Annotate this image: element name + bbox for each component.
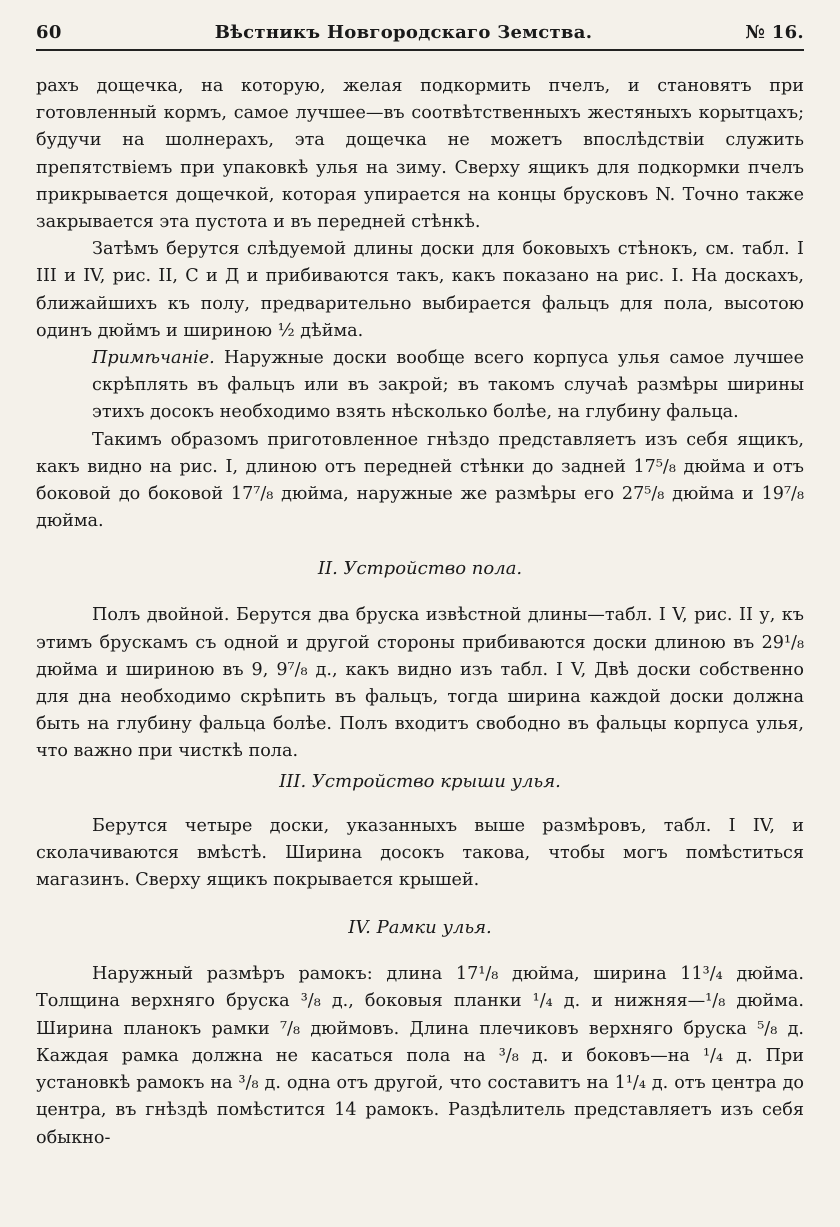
- paragraph-continuation: рахъ дощечка, на которую, желая подкормить пчелъ, и становятъ при готовленный кормъ, самое лучшее—въ соотвѣтственныхъ жестяныхъ корытцахъ; будучи на шолнерахъ, эта дощечка не можетъ впослѣдствіи служить препятствіемъ при упаковкѣ улья на зиму. Сверху ящикъ для подкормки пчелъ прикрывается дощечкой, которая упирается на концы брусковъ N. Точно также закрывается эта пустота и въ передней стѣнкѣ.: [36, 76, 804, 233]
- page-number: 60: [36, 22, 62, 43]
- article-body: [36, 73, 804, 1152]
- paragraph-nest-dimensions: Такимъ образомъ приготовленное гнѣздо представляетъ изъ себя ящикъ, какъ видно на рис. I, длиною отъ передней стѣнки до задней 17⁵/₈ дюйма и отъ боковой до боковой 17⁷/₈ дюйма, наружные же размѣры его 27⁵/₈ дюйма и 19⁷/₈ дюйма.: [36, 429, 804, 532]
- journal-title: Вѣстникъ Новгородскаго Земства.: [214, 22, 593, 43]
- note-label: Примѣчаніе.: [92, 348, 215, 369]
- running-header: [36, 22, 804, 51]
- note-text: Наружные доски вообще всего корпуса улья самое лучшее скрѣплять въ фальцъ или въ закрой; въ такомъ случаѣ размѣры ширины этихъ досокъ необходимо взять нѣсколько болѣе, на глубину фальца.: [92, 348, 804, 423]
- paragraph-roof: Берутся четыре доски, указанныхъ выше размѣровъ, табл. I IV, и сколачиваются вмѣстѣ. Ширина досокъ такова, чтобы могъ помѣститься магазинъ. Сверху ящикъ покрывается крышей.: [36, 815, 804, 891]
- section-title-roof: III. Устройство крыши улья.: [279, 770, 561, 792]
- paragraph-frames: Наружный размѣръ рамокъ: длина 17¹/₈ дюйма, ширина 11³/₄ дюйма. Толщина верхняго бруска ³/₈ д., боковыя планки ¹/₄ д. и нижняя—¹/₈ дюйма. Ширина планокъ рамки ⁷/₈ дюймовъ. Длина плечиковъ верхняго бруска ⁵/₈ д. Каждая рамка должна не касаться пола на ³/₈ д. и боковъ—на ¹/₄ д. При установкѣ рамокъ на ³/₈ д. одна отъ другой, что составитъ на 1¹/₄ д. отъ центра до центра, въ гнѣздѣ помѣстится 14 рамокъ. Раздѣлитель представляетъ изъ себя обыкно-: [36, 964, 804, 1148]
- paragraph-side-walls: Затѣмъ берутся слѣдуемой длины доски для боковыхъ стѣнокъ, см. табл. I III и IV, рис. II, С и Д и прибиваются такъ, какъ показано на рис. I. На доскахъ, ближайшихъ къ полу, предварительно выбирается фальцъ для пола, высотою одинъ дюймъ и шириною ½ дѣйма.: [36, 239, 804, 341]
- note-paragraph: [36, 345, 804, 427]
- section-title-floor: II. Устройство пола.: [317, 558, 523, 580]
- issue-number: № 16.: [745, 22, 804, 43]
- section-title-frames: IV. Рамки улья.: [348, 917, 492, 939]
- paragraph-floor: Полъ двойной. Берутся два бруска извѣстной длины—табл. I V, рис. II у, къ этимъ брускамъ съ одной и другой стороны прибиваются доски длиною въ 29¹/₈ дюйма и шириною въ 9, 9⁷/₈ д., какъ видно изъ табл. I V, Двѣ доски собственно для дна необходимо скрѣпить въ фальцъ, тогда ширина каждой доски должна быть на глубину фальца болѣе. Полъ входитъ свободно въ фальцы корпуса улья, что важно при чисткѣ пола.: [36, 605, 804, 762]
